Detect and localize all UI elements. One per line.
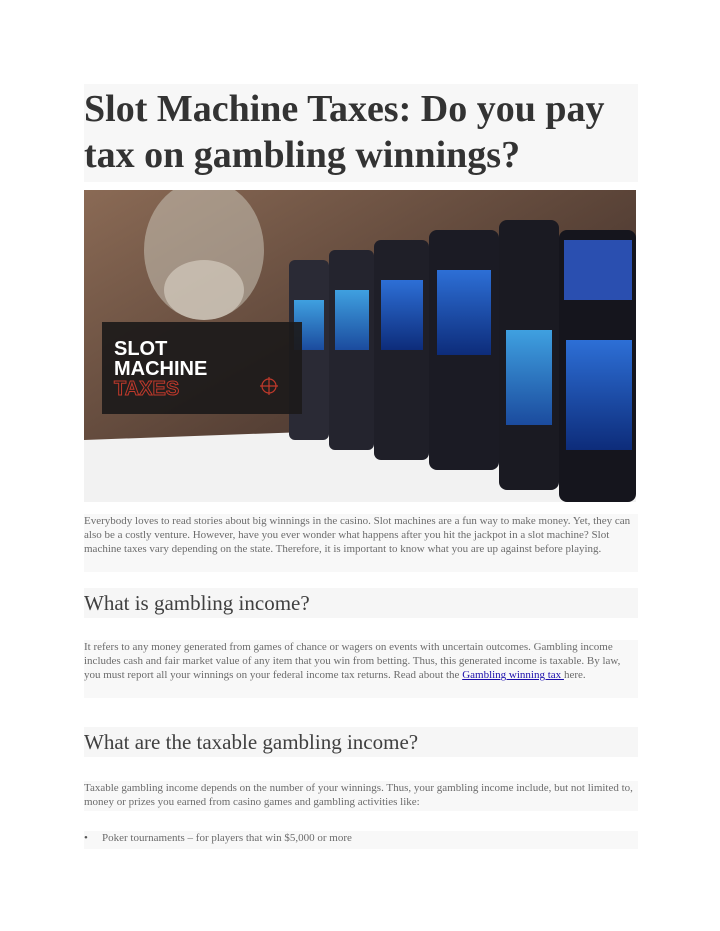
hero-image <box>84 190 636 502</box>
slot-machines-image <box>84 190 636 502</box>
section-paragraph-taxable-income: Taxable gambling income depends on the number of your winnings. Thus, your gambling income include, but not limited to, money or prizes you earned from casino games and gambling activities like: <box>84 781 638 811</box>
bullet-list <box>84 831 638 849</box>
bullet-dot-icon: • <box>84 832 88 844</box>
section-paragraph-gambling-income <box>84 640 638 698</box>
overlay-line-3: TAXES <box>114 378 180 400</box>
intro-paragraph: Everybody loves to read stories about big winnings in the casino. Slot machines are a fun way to make money. Yet, they can also be a costly venture. However, have you ever wonder what happens after you hit the jackpot in a slot machine? Slot machine taxes vary depending on the state. Therefore, it is important to know what you are up against before playing. <box>84 514 638 572</box>
page-title: Slot Machine Taxes: Do you pay tax on gambling winnings? <box>84 84 638 182</box>
overlay-line-1: SLOT <box>114 338 168 360</box>
section-heading-taxable-income: What are the taxable gambling income? <box>84 727 638 757</box>
section-heading-gambling-income: What is gambling income? <box>84 588 638 618</box>
gambling-winning-tax-link[interactable]: Gambling winning tax <box>462 669 564 682</box>
paragraph-text-after-link: here. <box>563 669 586 682</box>
overlay-line-2: MACHINE <box>114 358 208 380</box>
paragraph-text-before-link: It refers to any money generated from games of chance or wagers on events with uncertain outcomes. Gambling income includes cash and fair market value of any item that you win from betting. Thus, this generated income is taxable. By law, you must report all your winnings on your federal income tax returns. Read about the <box>84 641 621 682</box>
list-item: Poker tournaments – for players that win $5,000 or more <box>102 832 352 844</box>
